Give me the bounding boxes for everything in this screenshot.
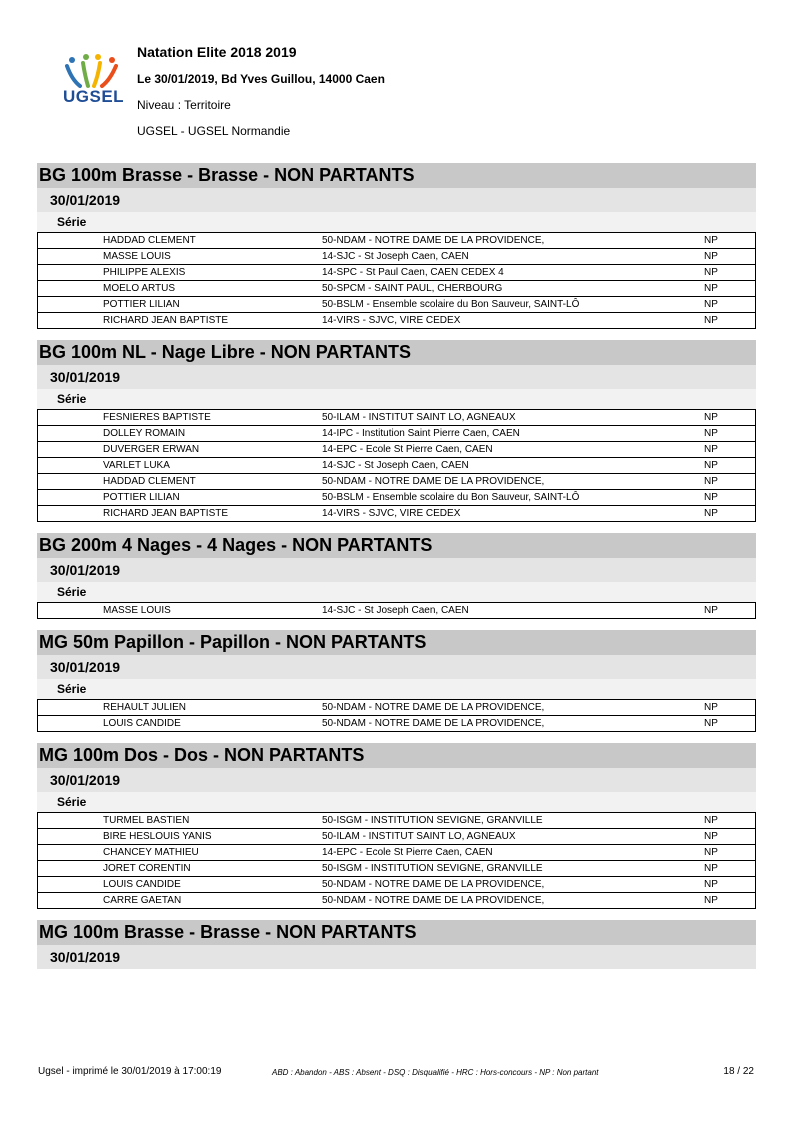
table-row	[38, 813, 755, 828]
club-name: 14-VIRS - SJVC, VIRE CEDEX	[322, 315, 461, 326]
table-row	[38, 844, 755, 860]
swimmer-name: TURMEL BASTIEN	[103, 815, 190, 826]
club-name: 14-SPC - St Paul Caen, CAEN CEDEX 4	[322, 267, 504, 278]
swimmer-name: VARLET LUKA	[103, 460, 170, 471]
status-code: NP	[704, 444, 718, 455]
results-table	[37, 602, 756, 619]
status-code: NP	[704, 831, 718, 842]
event-title: MG 100m Dos - Dos - NON PARTANTS	[37, 743, 756, 768]
event-title: MG 100m Brasse - Brasse - NON PARTANTS	[37, 920, 756, 945]
status-code: NP	[704, 863, 718, 874]
status-code: NP	[704, 815, 718, 826]
status-code: NP	[704, 847, 718, 858]
event-section	[37, 630, 756, 732]
event-date: 30/01/2019	[37, 768, 756, 792]
event-section	[37, 743, 756, 909]
club-name: 50-NDAM - NOTRE DAME DE LA PROVIDENCE,	[322, 702, 545, 713]
swimmer-name: FESNIERES BAPTISTE	[103, 412, 211, 423]
table-row	[38, 892, 755, 908]
club-name: 50-BSLM - Ensemble scolaire du Bon Sauveur, SAINT-LÔ	[322, 299, 580, 310]
swimmer-name: PHILIPPE ALEXIS	[103, 267, 186, 278]
event-date: 30/01/2019	[37, 655, 756, 679]
event-title: BG 100m NL - Nage Libre - NON PARTANTS	[37, 340, 756, 365]
club-name: 50-NDAM - NOTRE DAME DE LA PROVIDENCE,	[322, 476, 545, 487]
club-name: 50-ISGM - INSTITUTION SEVIGNE, GRANVILLE	[322, 815, 543, 826]
print-info: Ugsel - imprimé le 30/01/2019 à 17:00:19	[38, 1066, 222, 1077]
event-section	[37, 533, 756, 619]
results-table	[37, 699, 756, 732]
club-name: 14-VIRS - SJVC, VIRE CEDEX	[322, 508, 461, 519]
document-title: Natation Elite 2018 2019	[137, 44, 297, 60]
swimmer-name: MOELO ARTUS	[103, 283, 176, 294]
table-row	[38, 505, 755, 521]
club-name: 50-SPCM - SAINT PAUL, CHERBOURG	[322, 283, 503, 294]
serie-label: Série	[37, 582, 756, 602]
table-row	[38, 457, 755, 473]
swimmer-name: MASSE LOUIS	[103, 251, 171, 262]
table-row	[38, 828, 755, 844]
event-date: 30/01/2019	[37, 188, 756, 212]
swimmer-name: POTTIER LILIAN	[103, 299, 180, 310]
event-title: MG 50m Papillon - Papillon - NON PARTANTS	[37, 630, 756, 655]
table-row	[38, 296, 755, 312]
event-title: BG 200m 4 Nages - 4 Nages - NON PARTANTS	[37, 533, 756, 558]
swimmer-name: CARRE GAETAN	[103, 895, 182, 906]
club-name: 14-EPC - Ecole St Pierre Caen, CAEN	[322, 444, 493, 455]
status-code: NP	[704, 267, 718, 278]
serie-label: Série	[37, 679, 756, 699]
table-row	[38, 876, 755, 892]
table-row	[38, 264, 755, 280]
swimmer-name: POTTIER LILIAN	[103, 492, 180, 503]
page-footer	[38, 1066, 756, 1082]
table-row	[38, 473, 755, 489]
results-table	[37, 409, 756, 522]
table-row	[38, 425, 755, 441]
swimmer-name: CHANCEY MATHIEU	[103, 847, 199, 858]
swimmer-name: REHAULT JULIEN	[103, 702, 186, 713]
table-row	[38, 603, 755, 618]
table-row	[38, 441, 755, 457]
club-name: 14-SJC - St Joseph Caen, CAEN	[322, 460, 469, 471]
status-code: NP	[704, 428, 718, 439]
table-row	[38, 489, 755, 505]
event-section	[37, 163, 756, 329]
status-code: NP	[704, 718, 718, 729]
swimmer-name: HADDAD CLEMENT	[103, 235, 196, 246]
organization: UGSEL - UGSEL Normandie	[137, 124, 291, 138]
serie-label: Série	[37, 389, 756, 409]
club-name: 14-SJC - St Joseph Caen, CAEN	[322, 251, 469, 262]
swimmer-name: DUVERGER ERWAN	[103, 444, 200, 455]
table-row	[38, 860, 755, 876]
club-name: 14-IPC - Institution Saint Pierre Caen, CAEN	[322, 428, 520, 439]
serie-label: Série	[37, 212, 756, 232]
event-date-location: Le 30/01/2019, Bd Yves Guillou, 14000 Caen	[137, 72, 385, 86]
status-code: NP	[704, 299, 718, 310]
logo-text: UGSEL	[63, 87, 125, 106]
results-table	[37, 812, 756, 909]
table-row	[38, 700, 755, 715]
table-row	[38, 410, 755, 425]
status-code: NP	[704, 315, 718, 326]
status-code: NP	[704, 235, 718, 246]
event-date: 30/01/2019	[37, 945, 756, 969]
table-row	[38, 280, 755, 296]
event-title: BG 100m Brasse - Brasse - NON PARTANTS	[37, 163, 756, 188]
swimmer-name: BIRE HESLOUIS YANIS	[103, 831, 212, 842]
club-name: 50-NDAM - NOTRE DAME DE LA PROVIDENCE,	[322, 235, 545, 246]
table-row	[38, 248, 755, 264]
event-date: 30/01/2019	[37, 558, 756, 582]
status-code: NP	[704, 879, 718, 890]
swimmer-name: MASSE LOUIS	[103, 605, 171, 616]
table-row	[38, 715, 755, 731]
competition-level: Niveau : Territoire	[137, 98, 231, 112]
event-section	[37, 920, 756, 969]
table-row	[38, 233, 755, 248]
page-number: 18 / 22	[723, 1066, 754, 1077]
status-code: NP	[704, 412, 718, 423]
table-row	[38, 312, 755, 328]
status-code: NP	[704, 460, 718, 471]
club-name: 14-SJC - St Joseph Caen, CAEN	[322, 605, 469, 616]
swimmer-name: RICHARD JEAN BAPTISTE	[103, 315, 229, 326]
status-code: NP	[704, 895, 718, 906]
serie-label: Série	[37, 792, 756, 812]
swimmer-name: LOUIS CANDIDE	[103, 879, 181, 890]
swimmer-name: LOUIS CANDIDE	[103, 718, 181, 729]
results-table	[37, 232, 756, 329]
swimmer-name: HADDAD CLEMENT	[103, 476, 196, 487]
club-name: 50-NDAM - NOTRE DAME DE LA PROVIDENCE,	[322, 895, 545, 906]
status-code: NP	[704, 508, 718, 519]
event-date: 30/01/2019	[37, 365, 756, 389]
event-section	[37, 340, 756, 522]
swimmer-name: JORET CORENTIN	[103, 863, 191, 874]
document-header	[0, 0, 793, 150]
swimmer-name: DOLLEY ROMAIN	[103, 428, 186, 439]
swimmer-name: RICHARD JEAN BAPTISTE	[103, 508, 229, 519]
events-list	[37, 163, 756, 980]
club-name: 50-NDAM - NOTRE DAME DE LA PROVIDENCE,	[322, 879, 545, 890]
status-code: NP	[704, 605, 718, 616]
status-code: NP	[704, 283, 718, 294]
status-code: NP	[704, 492, 718, 503]
status-code: NP	[704, 251, 718, 262]
status-code: NP	[704, 702, 718, 713]
club-name: 50-BSLM - Ensemble scolaire du Bon Sauveur, SAINT-LÔ	[322, 492, 580, 503]
club-name: 50-NDAM - NOTRE DAME DE LA PROVIDENCE,	[322, 718, 545, 729]
abbreviation-legend: ABD : Abandon - ABS : Absent - DSQ : Disqualifié - HRC : Hors-concours - NP : Non partant	[272, 1068, 599, 1077]
club-name: 50-ILAM - INSTITUT SAINT LO, AGNEAUX	[322, 412, 516, 423]
club-name: 50-ILAM - INSTITUT SAINT LO, AGNEAUX	[322, 831, 516, 842]
club-name: 14-EPC - Ecole St Pierre Caen, CAEN	[322, 847, 493, 858]
status-code: NP	[704, 476, 718, 487]
club-name: 50-ISGM - INSTITUTION SEVIGNE, GRANVILLE	[322, 863, 543, 874]
